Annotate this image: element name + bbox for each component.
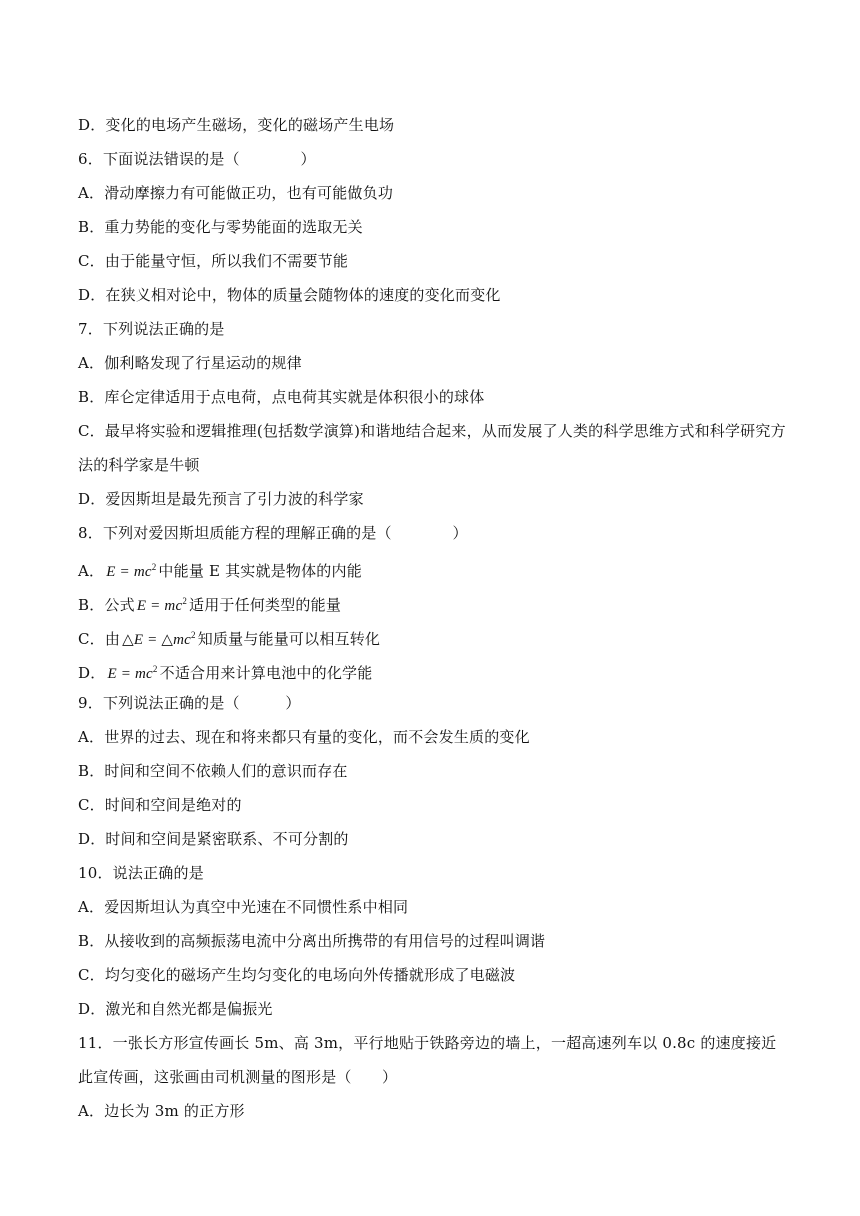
option-a-q8 <box>78 550 790 584</box>
question-8: 8．下列对爱因斯坦质能方程的理解正确的是（ ） <box>78 524 468 542</box>
option-b-q8-text: 适用于任何类型的能量 <box>189 596 342 614</box>
formula-delta-emc2: △E = $\triangle mc^2$ <box>122 630 196 648</box>
option-a-q10: A．爱因斯坦认为真空中光速在不同惯性系中相同 <box>78 898 409 916</box>
formula-emc2: $E = mc^2$ <box>107 664 158 682</box>
option-a-q7: A．伽利略发现了行星运动的规律 <box>78 354 302 372</box>
option-b-q8 <box>78 584 790 618</box>
option-d-q8 <box>78 652 790 686</box>
formula-emc2: $E = mc^2$ <box>106 562 157 580</box>
question-10: 10．说法正确的是 <box>78 864 204 882</box>
option-b-q9: B．时间和空间不依赖人们的意识而存在 <box>78 762 348 780</box>
option-a-q6: A．滑动摩擦力有可能做正功，也有可能做负功 <box>78 184 394 202</box>
option-c-q8-text: 知质量与能量可以相互转化 <box>197 630 381 648</box>
question-7: 7．下列说法正确的是 <box>78 320 225 338</box>
option-b-q6: B．重力势能的变化与零势能面的选取无关 <box>78 218 363 236</box>
option-c-q10: C．均匀变化的磁场产生均匀变化的电场向外传播就形成了电磁波 <box>78 966 516 984</box>
option-c-q8 <box>78 618 790 652</box>
question-6: 6．下面说法错误的是（ ） <box>78 150 316 168</box>
option-d-q5: D．变化的电场产生磁场，变化的磁场产生电场 <box>78 116 395 134</box>
option-c-q8-label: C．由 <box>78 630 121 648</box>
option-a-q9: A．世界的过去、现在和将来都只有量的变化，而不会发生质的变化 <box>78 728 530 746</box>
option-d-q10: D．激光和自然光都是偏振光 <box>78 1000 273 1018</box>
question-11: 11．一张长方形宣传画长 5m、高 3m，平行地贴于铁路旁边的墙上，一超高速列车以 0.8c 的速度接近此宣传画，这张画由司机测量的图形是（ ） <box>78 1034 777 1086</box>
option-c-q7: C．最早将实验和逻辑推理(包括数学演算)和谐地结合起来，从而发展了人类的科学思维方式和科学研究方法的科学家是牛顿 <box>78 422 786 474</box>
formula-emc2: $E = mc^2$ <box>136 596 188 614</box>
option-b-q10: B．从接收到的高频振荡电流中分离出所携带的有用信号的过程叫调谐 <box>78 932 546 950</box>
option-d-q8-text: 不适合用来计算电池中的化学能 <box>159 664 373 682</box>
option-a-q8-label: A． <box>78 562 105 580</box>
option-d-q7: D．爱因斯坦是最先预言了引力波的科学家 <box>78 490 364 508</box>
option-d-q9: D．时间和空间是紧密联系、不可分割的 <box>78 830 349 848</box>
option-b-q8-label: B．公式 <box>78 596 135 614</box>
option-a-q8-text: 中能量 E 其实就是物体的内能 <box>158 562 362 580</box>
question-9: 9．下列说法正确的是（ ） <box>78 694 301 712</box>
option-d-q8-label: D． <box>78 664 106 682</box>
option-a-q11: A．边长为 3m 的正方形 <box>78 1102 245 1120</box>
option-b-q7: B．库仑定律适用于点电荷，点电荷其实就是体积很小的球体 <box>78 388 485 406</box>
option-d-q6: D．在狭义相对论中，物体的质量会随物体的速度的变化而变化 <box>78 286 501 304</box>
option-c-q9: C．时间和空间是绝对的 <box>78 796 242 814</box>
document-page <box>78 108 790 1128</box>
option-c-q6: C．由于能量守恒，所以我们不需要节能 <box>78 252 349 270</box>
